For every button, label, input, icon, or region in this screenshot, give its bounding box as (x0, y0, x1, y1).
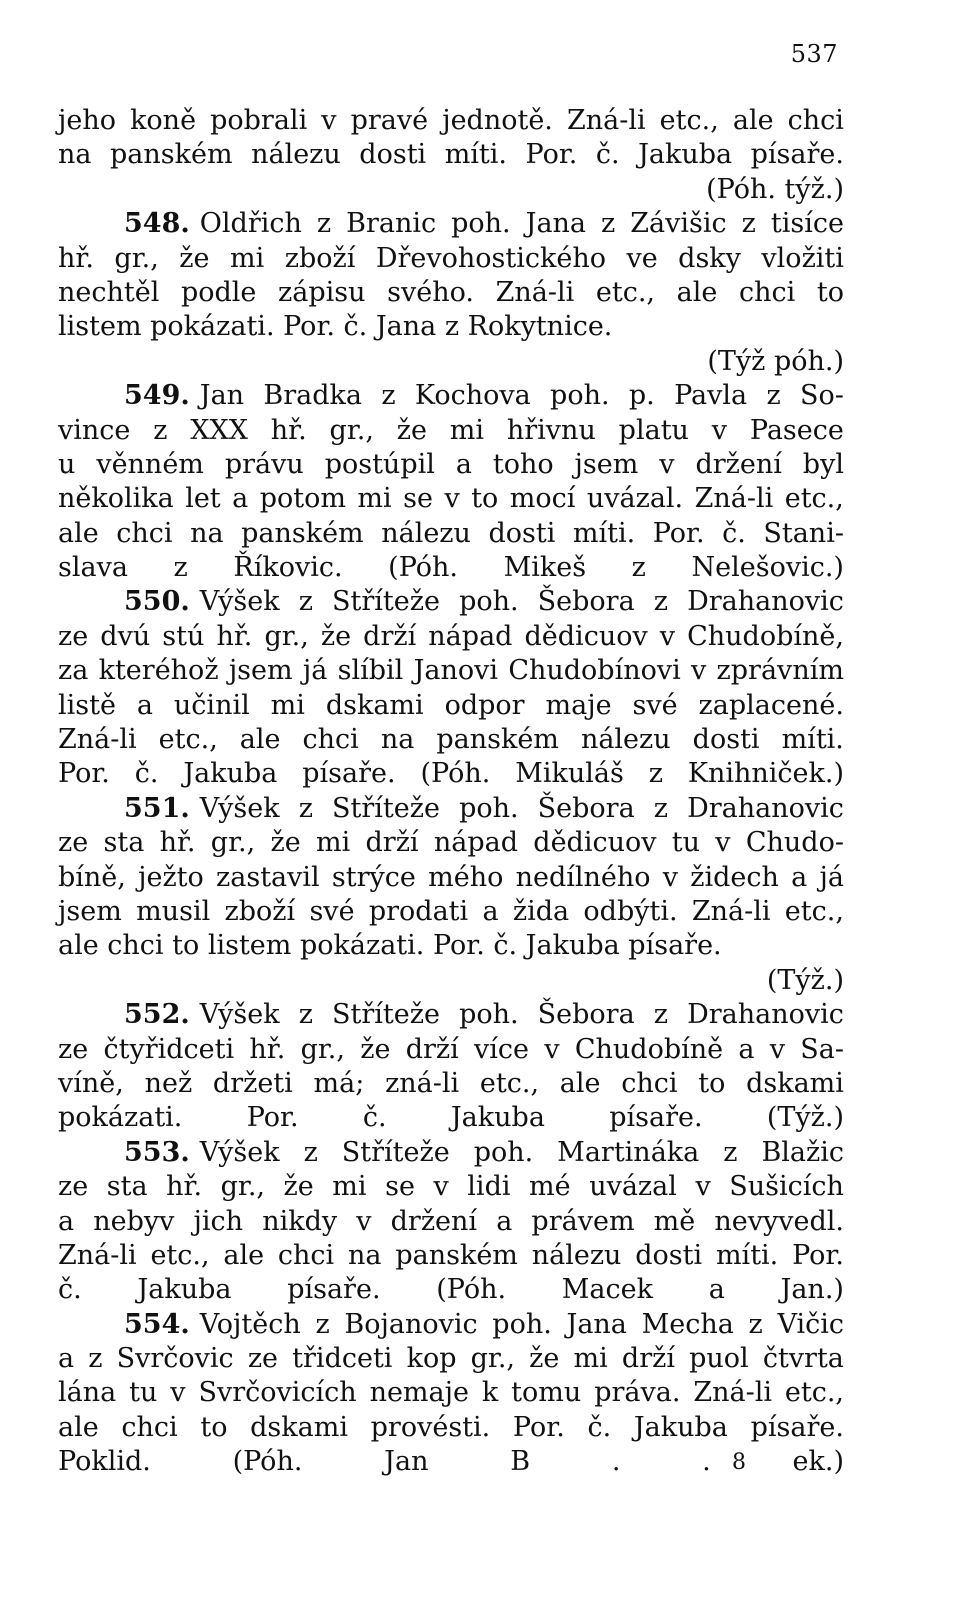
line-text: u věnném právu postúpil a toho jsem v držení byl (58, 448, 844, 480)
line-text: Výšek z Stříteže poh. Martináka z Blažic (199, 1136, 844, 1168)
text-line (58, 723, 844, 757)
text-line (58, 1136, 844, 1170)
entry-number: 551. (124, 792, 190, 824)
line-text: lána tu v Svrčovicích nemaje k tomu práva. Zná-li etc., (58, 1377, 844, 1409)
line-text: (Týž póh.) (707, 345, 844, 377)
text-line (58, 104, 844, 138)
entry-number: 549. (124, 380, 190, 412)
entry-number: 554. (124, 1308, 190, 1340)
text-line (58, 998, 844, 1032)
text-line (58, 1033, 844, 1067)
line-text: ale chci na panském nálezu dosti míti. Por. č. Stani- (58, 517, 844, 549)
line-text: a nebyv jich nikdy v držení a právem mě nevyvedl. (58, 1205, 844, 1237)
line-text: ze dvú stú hř. gr., že drží nápad dědicuov v Chudobíně, (58, 620, 844, 652)
page-number: 537 (790, 40, 838, 68)
line-text: za kteréhož jsem já slíbil Janovi Chudobínovi v zprávním (58, 655, 844, 687)
line-text: slava z Říkovic. (Póh. Mikeš z Nelešovic.) (58, 552, 844, 584)
text-line (58, 792, 844, 826)
line-text: ze sta hř. gr., že mi se v lidi mé uvázal v Sušicích (58, 1171, 844, 1203)
line-text: Výšek z Stříteže poh. Šebora z Drahanovic (199, 999, 844, 1031)
line-text: ze čtyřidceti hř. gr., že drží více v Chudobíně a v Sa- (58, 1033, 844, 1065)
text-line (58, 1205, 844, 1239)
text-line (58, 757, 844, 791)
text-line (58, 861, 844, 895)
line-text: (Týž.) (766, 964, 844, 996)
line-text: č. Jakuba písaře. (Póh. Macek a Jan.) (58, 1274, 844, 1306)
entry-number: 550. (124, 586, 190, 618)
text-line (58, 1067, 844, 1101)
line-text: Oldřich z Branic poh. Jana z Závišic z tisíce (199, 208, 844, 240)
line-text: na panském nálezu dosti míti. Por. č. Jakuba písaře. (58, 139, 844, 171)
line-text: nechtěl podle zápisu svého. Zná-li etc., ale chci to (58, 276, 844, 308)
text-line (58, 929, 844, 963)
line-text: bíně, ježto zastavil strýce mého nedílného v židech a já (58, 861, 844, 893)
line-text: Poklid. (Póh. Jan B . . ek.) (58, 1446, 844, 1478)
entry-number: 553. (124, 1136, 190, 1168)
line-text: vince z XXX hř. gr., že mi hřivnu platu v Pasece (58, 414, 844, 446)
line-text: Vojtěch z Bojanovic poh. Jana Mecha z Vičic (199, 1308, 844, 1340)
text-line (58, 620, 844, 654)
text-line (58, 414, 844, 448)
entry-number: 552. (124, 999, 190, 1031)
text-line (58, 1411, 844, 1445)
text-line (58, 1376, 844, 1410)
text-line (58, 551, 844, 585)
line-text: pokázati. Por. č. Jakuba písaře. (Týž.) (58, 1102, 844, 1134)
line-text: několika let a potom mi se v to mocí uvázal. Zná-li etc., (58, 483, 844, 515)
line-text: ale chci to dskami provésti. Por. č. Jakuba písaře. (58, 1411, 844, 1443)
text-line (58, 1101, 844, 1135)
line-text: jsem musil zboží své prodati a žida odbýti. Zná-li etc., (58, 895, 844, 927)
line-text: jeho koně pobrali v pravé jednotě. Zná-li etc., ale chci (58, 105, 844, 136)
text-line (58, 379, 844, 413)
text-line (58, 585, 844, 619)
text-line (58, 689, 844, 723)
text-line (58, 448, 844, 482)
text-line (58, 1342, 844, 1376)
line-text: Jan Bradka z Kochova poh. p. Pavla z So- (199, 380, 844, 412)
text-line (58, 826, 844, 860)
line-text: listem pokázati. Por. č. Jana z Rokytnice. (58, 311, 613, 343)
text-line (58, 138, 844, 172)
line-text: a z Svrčovic ze třidceti kop gr., že mi drží puol čtvrta (58, 1343, 844, 1375)
text-line (58, 207, 844, 241)
text-line (58, 345, 844, 379)
line-text: listě a učinil mi dskami odpor maje své zaplacené. (58, 689, 844, 721)
text-line (58, 310, 844, 344)
text-line (58, 1239, 844, 1273)
signature-mark: 8 (732, 1450, 746, 1475)
text-line (58, 1273, 844, 1307)
line-text: ale chci to listem pokázati. Por. č. Jakuba písaře. (58, 930, 722, 962)
text-line (58, 1308, 844, 1342)
text-line (58, 895, 844, 929)
text-line (58, 1170, 844, 1204)
text-line (58, 964, 844, 998)
text-line (58, 276, 844, 310)
line-text: Zná-li etc., ale chci na panském nálezu dosti míti. (58, 724, 844, 756)
line-text: Zná-li etc., ale chci na panském nálezu dosti míti. Por. (58, 1239, 844, 1271)
line-text: hř. gr., že mi zboží Dřevohostického ve dsky vložiti (58, 242, 844, 274)
line-text: Por. č. Jakuba písaře. (Póh. Mikuláš z Knihniček.) (58, 758, 844, 790)
line-text: Výšek z Stříteže poh. Šebora z Drahanovic (199, 792, 844, 824)
line-text: (Póh. týž.) (706, 173, 844, 205)
text-block (58, 104, 844, 1480)
line-text: ze sta hř. gr., že mi drží nápad dědicuov tu v Chudo- (58, 827, 844, 859)
line-text: Výšek z Stříteže poh. Šebora z Drahanovic (199, 586, 844, 618)
line-text: víně, než držeti má; zná-li etc., ale chci to dskami (58, 1067, 844, 1099)
text-line (58, 482, 844, 516)
text-line (58, 242, 844, 276)
text-line (58, 173, 844, 207)
text-line (58, 1445, 844, 1479)
text-line (58, 517, 844, 551)
text-line (58, 654, 844, 688)
entry-number: 548. (124, 208, 190, 240)
